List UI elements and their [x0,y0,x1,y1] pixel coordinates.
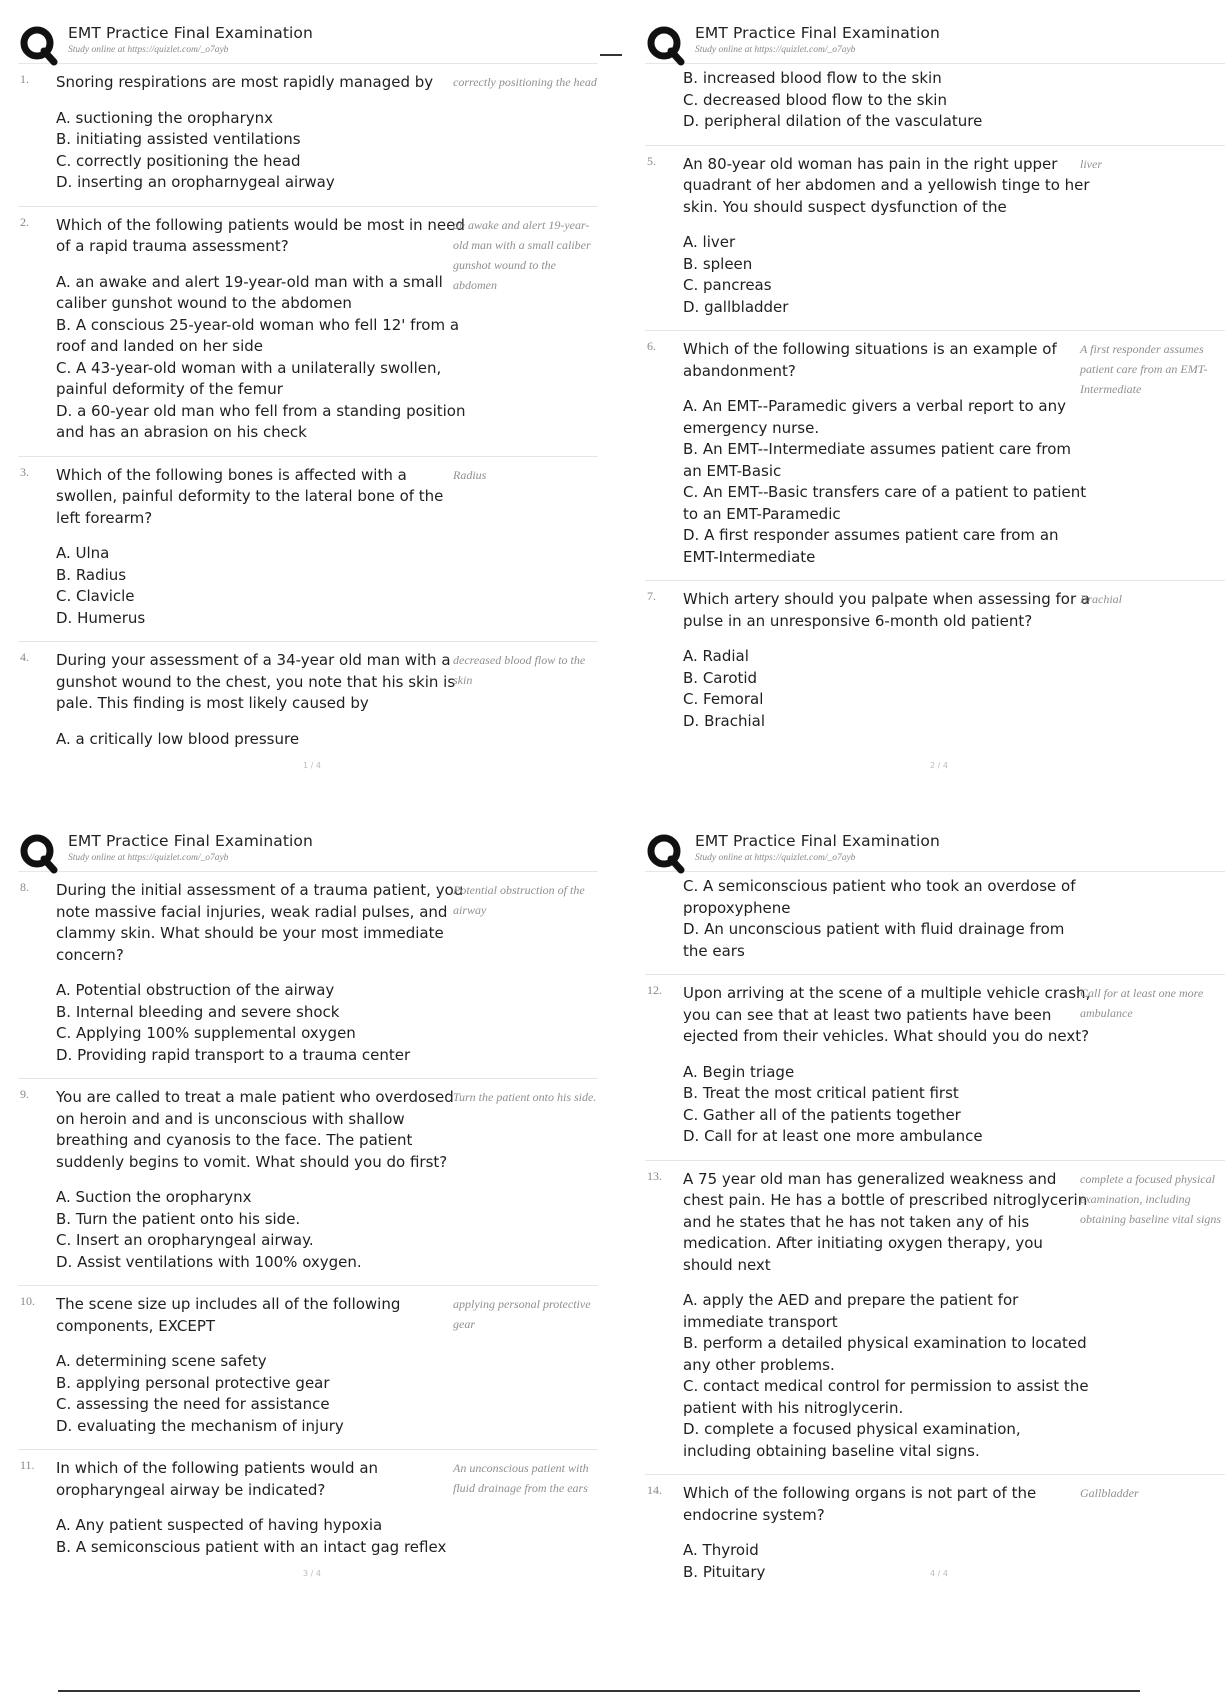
page-subtitle-link[interactable]: Study online at https://quizlet.com/_o7ayb [68,853,229,863]
question-number: 8. [20,880,29,894]
option-item: C. pancreas [683,276,772,294]
option-item: A. Ulna [56,544,110,562]
question-list [645,64,1225,744]
option-item: D. gallbladder [683,297,789,316]
page-4 [645,826,1225,1586]
answer-text: correctly positioning the head [453,75,597,89]
option-item: C. Applying 100% supplemental oxygen [56,1024,356,1042]
answer-text: liver [1080,156,1102,171]
option-item: D. Providing rapid transport to a trauma center [56,1045,411,1064]
option-item: A. a critically low blood pressure [56,729,300,748]
question-item [18,1286,598,1450]
answer-text: decreased blood flow to the skin [453,653,586,687]
question-number: 2. [20,214,29,229]
question-text: Upon arriving at the scene of a multiple vehicle crash, you can see that at least two patients have been ejected from their vehicles. What should you do next? [683,984,1091,1045]
question-item [645,581,1225,744]
option-item: D. peripheral dilation of the vasculature [683,112,983,130]
option-item: A. apply the AED and prepare the patient for immediate transport [683,1291,1019,1331]
option-item: A. Begin triage [683,1062,795,1081]
option-item: B. Pituitary [683,1562,766,1581]
option-item: D. complete a focused physical examination, including obtaining baseline vital signs. [683,1420,1021,1460]
options-list [56,1515,466,1558]
question-text: Which of the following patients would be most in need of a rapid trauma assessment? [56,215,465,255]
answer-text: A first responder assumes patient care from an EMT-Intermediate [1080,342,1208,396]
option-item: B. Radius [56,565,127,584]
quizlet-logo-icon [18,24,58,64]
page-number: 1 / 4 [303,761,321,770]
answer-text: applying personal protective gear [453,1297,591,1331]
answer-text: an awake and alert 19-year-old man with a small caliber gunshot wound to the abdomen [453,217,591,292]
option-item: D. A first responder assumes patient care from an EMT-Intermediate [683,526,1059,566]
options-list [683,1540,1093,1583]
option-item: A. Thyroid [683,1541,759,1559]
page-header [18,826,598,872]
question-text: During the initial assessment of a trauma patient, you note massive facial injuries, weak radial pulses, and clammy skin. What should be your most immediate concern? [56,881,464,964]
options-list [683,232,1093,318]
option-item: B. Treat the most critical patient first [683,1084,959,1102]
question-item [18,64,598,207]
answer-text: Gallbladder [1080,1486,1139,1500]
question-item [645,146,1225,332]
question-number: 5. [647,153,656,168]
options-list [683,1290,1093,1462]
option-item: B. applying personal protective gear [56,1373,330,1392]
page-subtitle-link[interactable]: Study online at https://quizlet.com/_o7ayb [68,45,229,55]
question-number: 13. [647,1168,662,1183]
page-title: EMT Practice Final Examination [68,832,313,850]
question-text: Which of the following organs is not part of the endocrine system? [683,1484,1037,1524]
option-item: B. An EMT--Intermediate assumes patient care from an EMT-Basic [683,440,1072,480]
page-title: EMT Practice Final Examination [68,24,313,42]
question-number: 7. [647,589,656,603]
question-item [18,642,598,762]
quizlet-logo-icon [645,832,685,872]
option-item: C. Insert an oropharyngeal airway. [56,1231,314,1249]
question-text: You are called to treat a male patient who overdosed on heroin and and is unconscious with shallow breathing and cyanosis to the face. The patient suddenly begins to vomit. What should you do first? [56,1088,454,1171]
question-text: Snoring respirations are most rapidly managed by [56,73,434,91]
options-list [683,1062,1093,1148]
options-list [56,543,466,629]
question-text: Which of the following bones is affected with a swollen, painful deformity to the lateral bone of the left forearm? [56,465,444,527]
option-item: D. Call for at least one more ambulance [683,1127,983,1145]
question-text: During your assessment of a 34-year old man with a gunshot wound to the chest, you note that his skin is pale. This finding is most likely caused by [56,651,456,712]
question-text: The scene size up includes all of the following components, EXCEPT [56,1295,401,1335]
option-item: B. perform a detailed physical examination to located any other problems. [683,1334,1087,1374]
option-item: A. determining scene safety [56,1352,267,1370]
question-list [18,64,598,762]
option-item: D. Humerus [56,608,146,627]
option-item: A. Any patient suspected of having hypoxia [56,1516,383,1534]
question-item [645,1161,1225,1476]
page-header [645,18,1225,64]
options-list [683,68,1093,133]
options-list [56,729,466,751]
answer-text: complete a focused physical examination, including obtaining baseline vital signs [1080,1171,1221,1226]
options-list [56,1187,466,1273]
page-header [18,18,598,64]
option-item: D. evaluating the mechanism of injury [56,1416,344,1435]
question-item [18,1079,598,1286]
page-3 [18,826,598,1586]
answer-text: An unconscious patient with fluid drainage from the ears [453,1461,589,1495]
option-item: C. Gather all of the patients together [683,1105,961,1124]
page-1 [18,18,598,778]
option-item: B. increased blood flow to the skin [683,69,942,87]
page-title: EMT Practice Final Examination [695,832,940,850]
question-text: An 80-year old woman has pain in the right upper quadrant of her abdomen and a yellowish tinge to her skin. You should suspect dysfunction of the [683,154,1090,216]
answer-text: Turn the patient onto his side. [453,1090,597,1104]
question-number: 9. [20,1087,29,1101]
option-item: C. Femoral [683,690,764,708]
option-item: A. liver [683,233,736,251]
question-number: 11. [20,1458,35,1472]
options-list [683,396,1093,568]
question-item [645,975,1225,1161]
option-item: C. contact medical control for permission to assist the patient with his nitroglycerin. [683,1377,1089,1417]
quizlet-logo-icon [18,832,58,872]
option-item: A. Suction the oropharynx [56,1188,252,1206]
options-list [56,1351,466,1437]
options-list [683,646,1093,732]
question-list [18,872,598,1570]
question-item [18,872,598,1079]
question-number: 14. [647,1483,662,1497]
question-continuation [645,872,1225,975]
question-item [18,457,598,643]
page-header [645,826,1225,872]
page-subtitle-link[interactable]: Study online at https://quizlet.com/_o7ayb [695,45,856,55]
question-number: 10. [20,1294,35,1308]
option-item: A. Radial [683,647,749,665]
option-item: B. initiating assisted ventilations [56,130,301,148]
option-item: A. An EMT--Paramedic givers a verbal report to any emergency nurse. [683,397,1066,437]
question-text: Which artery should you palpate when assessing for a pulse in an unresponsive 6-month old patient? [683,590,1091,630]
question-text: A 75 year old man has generalized weakness and chest pain. He has a bottle of prescribed nitroglycerin and he states that he has not taken any of his medication. After initiating oxygen therapy, you should next [683,1169,1088,1274]
question-item [645,331,1225,581]
option-item: C. assessing the need for assistance [56,1395,330,1413]
page-number: 3 / 4 [303,1569,321,1578]
bottom-rule [58,1690,1140,1692]
page-number: 4 / 4 [930,1569,948,1578]
option-item: B. Carotid [683,668,758,687]
option-item: C. A semiconscious patient who took an overdose of propoxyphene [683,877,1076,917]
answer-text: Potential obstruction of the airway [453,883,585,917]
question-number: 12. [647,983,662,997]
options-list [56,108,466,194]
options-list [683,876,1093,962]
option-item: C. A 43-year-old woman with a unilaterally swollen, painful deformity of the femur [56,358,442,398]
question-number: 4. [20,650,29,664]
option-item: A. suctioning the oropharynx [56,108,274,127]
option-item: D. a 60-year old man who fell from a standing position and has an abrasion on his check [56,401,466,441]
question-number: 1. [20,72,29,86]
answer-text: Brachial [1080,592,1122,606]
question-text: Which of the following situations is an example of abandonment? [683,340,1057,380]
option-item: B. Turn the patient onto his side. [56,1209,301,1228]
question-item [18,1450,598,1570]
quizlet-logo-icon [645,24,685,64]
answer-text: Call for at least one more ambulance [1080,986,1204,1020]
option-item: D. inserting an oropharnygeal airway [56,173,335,191]
option-item: C. decreased blood flow to the skin [683,90,947,109]
option-item: B. A conscious 25-year-old woman who fell 12' from a roof and landed on her side [56,315,460,355]
question-number: 3. [20,464,29,479]
option-item: D. Brachial [683,711,766,730]
page-subtitle-link[interactable]: Study online at https://quizlet.com/_o7ayb [695,853,856,863]
options-list [56,980,466,1066]
answer-text: Radius [453,467,487,482]
page-2 [645,18,1225,778]
separator-dash [600,54,622,56]
page-title: EMT Practice Final Examination [695,24,940,42]
option-item: A. an awake and alert 19-year-old man with a small caliber gunshot wound to the abdomen [56,272,443,312]
options-list [56,272,466,444]
question-continuation [645,64,1225,146]
option-item: C. An EMT--Basic transfers care of a patient to patient to an EMT-Paramedic [683,483,1087,523]
question-list [645,872,1225,1595]
option-item: D. An unconscious patient with fluid drainage from the ears [683,920,1065,960]
option-item: C. correctly positioning the head [56,151,301,170]
question-item [18,207,598,457]
question-text: In which of the following patients would an oropharyngeal airway be indicated? [56,1459,379,1499]
option-item: B. spleen [683,254,753,273]
option-item: B. A semiconscious patient with an intact gag reflex [56,1537,447,1556]
page-number: 2 / 4 [930,761,948,770]
question-number: 6. [647,339,656,353]
option-item: C. Clavicle [56,587,135,605]
option-item: A. Potential obstruction of the airway [56,981,335,999]
option-item: B. Internal bleeding and severe shock [56,1002,340,1021]
option-item: D. Assist ventilations with 100% oxygen. [56,1252,362,1271]
